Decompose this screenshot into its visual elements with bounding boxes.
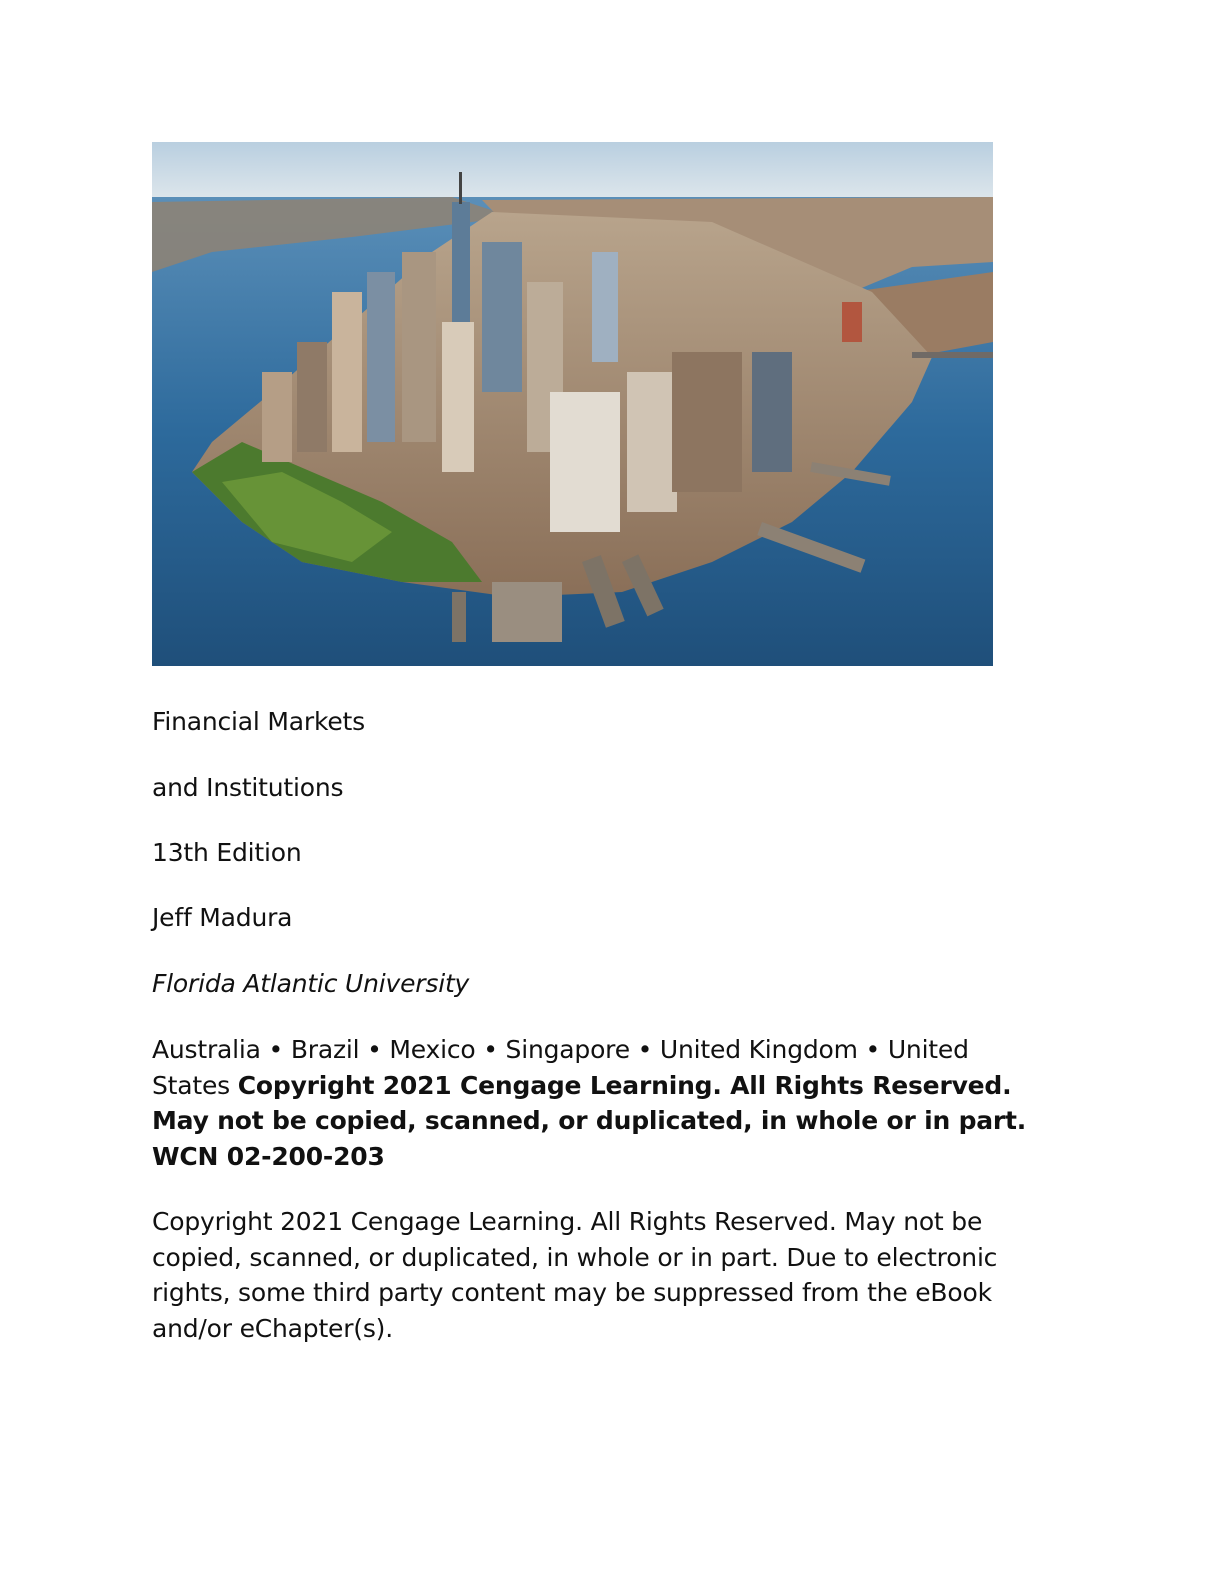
book-title-line-1: Financial Markets [152, 707, 365, 736]
copyright-watermark-notice: Copyright 2021 Cengage Learning. All Rights Reserved. May not be copied, scanned, or duplicated, in whole or in part. WCN 02-200-203 [152, 1070, 1027, 1171]
copyright-notice: Copyright 2021 Cengage Learning. All Rights Reserved. May not be copied, scanned, or duplicated, in whole or in part. Due to electronic rights, some third party content may be suppressed from the eBook and/or eChapter(s). [152, 1207, 998, 1343]
author-affiliation: Florida Atlantic University [152, 969, 470, 998]
publisher-locations: Australia • Brazil • Mexico • Singapore • United Kingdom • United States [152, 1035, 969, 1100]
publisher-locations-and-notice [152, 1032, 1032, 1174]
book-author: Jeff Madura [152, 903, 293, 932]
book-edition: 13th Edition [152, 838, 302, 867]
cover-photo-manhattan-skyline [152, 142, 993, 666]
book-title-line-2: and Institutions [152, 773, 344, 802]
